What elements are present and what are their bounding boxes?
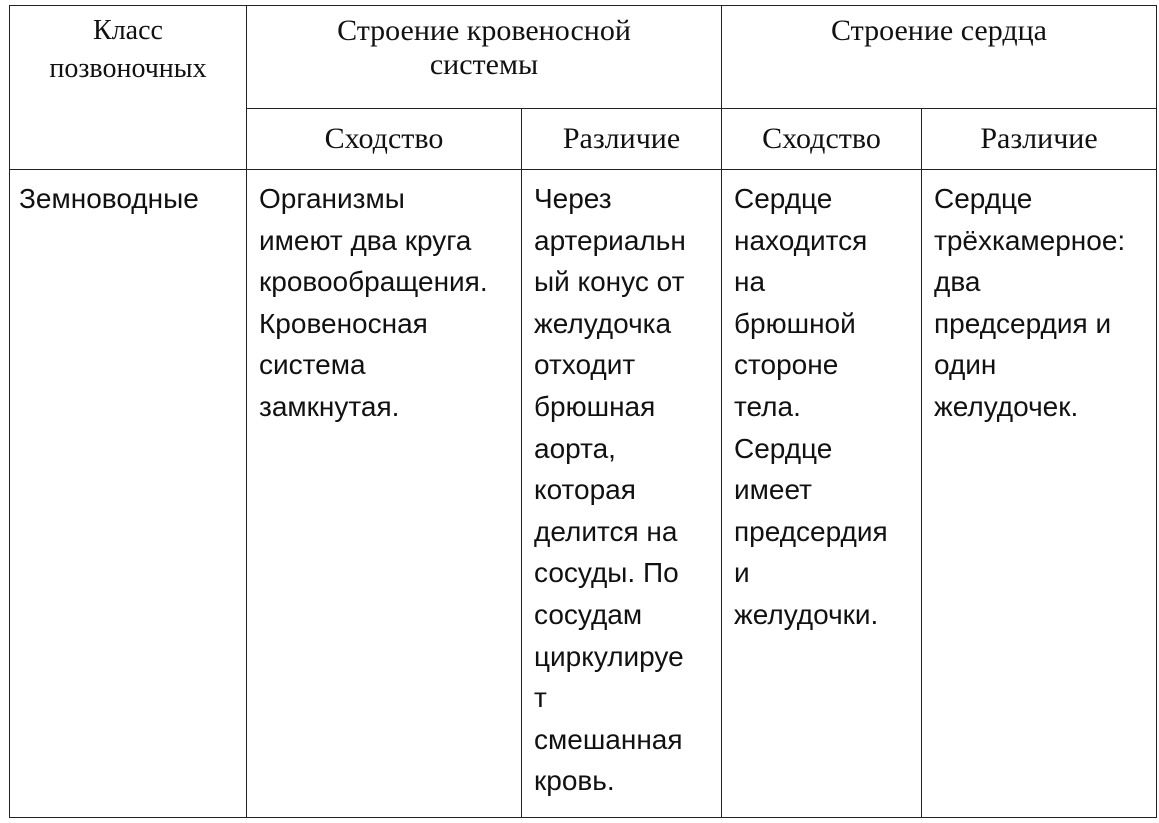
cell-heart-difference [922,170,1157,818]
header-difference-heart: Различие [922,109,1157,170]
cell-blood-difference-text: Через артериальн ый конус от желудочка отходит брюшная аорта, которая делится на сосуды. По сосудам циркулируе т смешанная кровь. [534,183,686,797]
header-class-label: Класс позвоночных [49,15,207,84]
header-class [10,6,247,170]
comparison-table [9,5,1157,818]
header-difference-blood: Различие [522,109,722,170]
cell-class-text: Земноводные [19,183,199,214]
cell-heart-similarity-text: Сердце находится на брюшной стороне тела. Сердце имеет предсердия и желудочки. [734,183,888,630]
header-heart-label: Строение сердца [831,14,1047,47]
cell-blood-difference [522,170,722,818]
cell-heart-similarity [722,170,922,818]
header-blood-system [247,6,722,109]
header-heart [722,6,1157,109]
header-blood-system-label: Строение кровеносной системы [337,14,631,81]
cell-heart-difference-text: Сердце трёхкамерное: два предсердия и один желудочек. [934,183,1126,422]
cell-class [10,170,247,818]
cell-blood-similarity [247,170,522,818]
header-similarity-heart: Сходство [722,109,922,170]
table-row [10,170,1157,818]
cell-blood-similarity-text: Организмы имеют два круга кровообращения. Кровеносная система замкнутая. [259,183,488,422]
header-similarity-blood: Сходство [247,109,522,170]
